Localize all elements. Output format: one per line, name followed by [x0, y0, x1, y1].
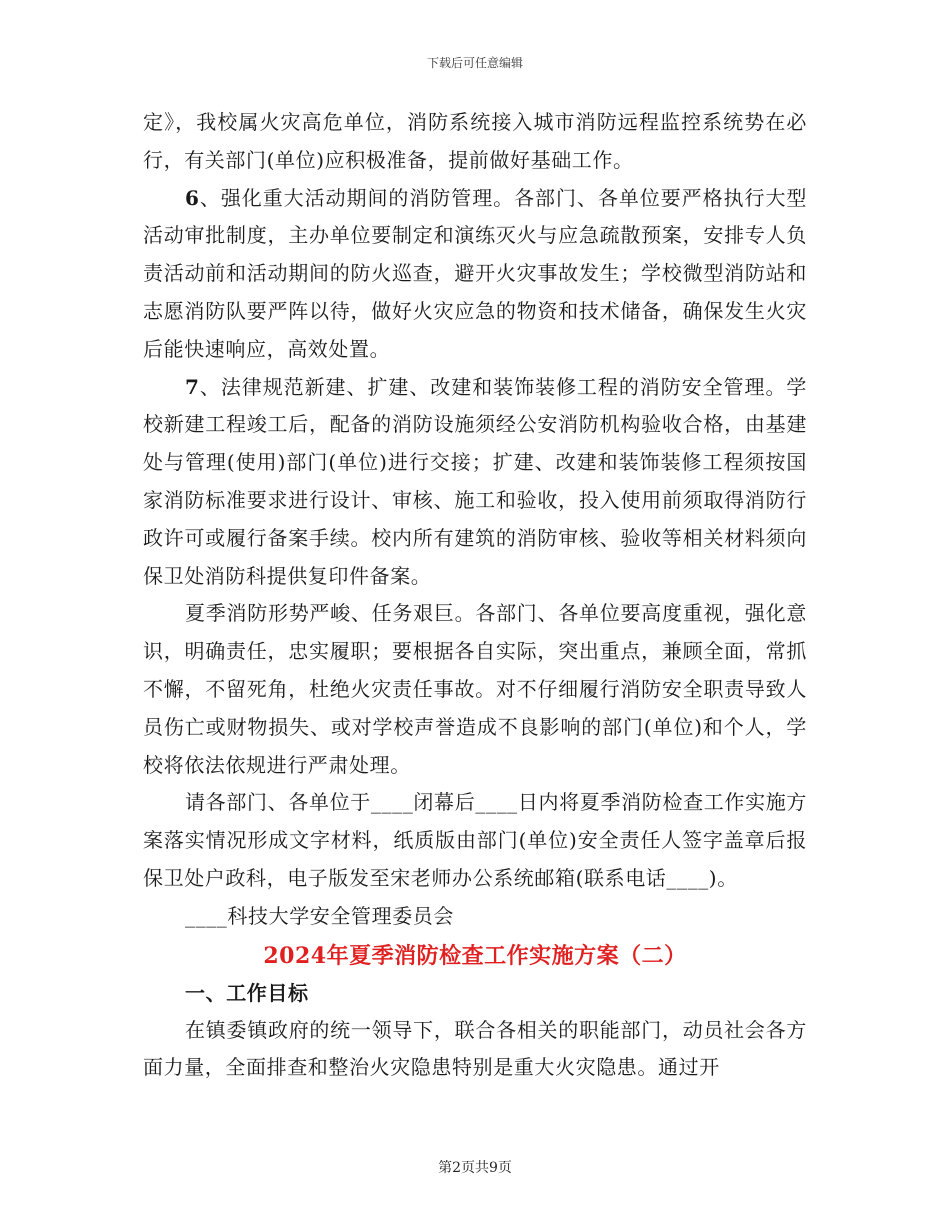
section-title: 2024年夏季消防检查工作实施方案（二）: [263, 942, 687, 969]
paragraph-item-6: [143, 180, 807, 369]
paragraph-submission: 请各部门、各单位于____闭幕后____日内将夏季消防检查工作实施方案落实情况形成文字材料，纸质版由部门(单位)安全责任人签字盖章后报保卫处户政科，电子版发至宋老师办公系统邮箱(联系电话____)。: [143, 790, 807, 890]
page-number: 第2页共9页: [438, 1160, 512, 1176]
section-heading-goals: 一、工作目标: [185, 980, 309, 1005]
item-7-text: 、法律规范新建、扩建、改建和装饰装修工程的消防安全管理。学校新建工程竣工后，配备的消防设施须经公安消防机构验收合格，由基建处与管理(使用)部门(单位)进行交接；扩建、改建和装饰装修工程须按国家消防标准要求进行设计、审核、施工和验收，投入使用前须取得消防行政许可或履行备案手续。校内所有建筑的消防审核、验收等相关材料须向保卫处消防科提供复印件备案。: [143, 374, 807, 588]
paragraph-item-7: [143, 369, 807, 596]
signature-line: ____科技大学安全管理委员会: [185, 903, 454, 928]
paragraph-summary: 夏季消防形势严峻、任务艰巨。各部门、各单位要高度重视，强化意识，明确责任，忠实履职；要根据各自实际，突出重点，兼顾全面，常抓不懈，不留死角，杜绝火灾责任事故。对不仔细履行消防安全职责导致人员伤亡或财物损失、或对学校声誉造成不良影响的部门(单位)和个人，学校将依法依规进行严肃处理。: [143, 601, 807, 777]
item-number-6: 6: [185, 185, 200, 210]
item-6-text: 、强化重大活动期间的消防管理。各部门、各单位要严格执行大型活动审批制度，主办单位要制定和演练灭火与应急疏散预案，安排专人负责活动前和活动期间的防火巡查，避开火灾事故发生；学校微型消防站和志愿消防队要严阵以待，做好火灾应急的物资和技术储备，确保发生火灾后能快速响应，高效处置。: [143, 185, 807, 361]
document-body: [143, 104, 807, 1087]
page-header-note: 下载后可任意编辑: [426, 56, 523, 70]
paragraph-goals: 在镇委镇政府的统一领导下，联合各相关的职能部门，动员社会各方面力量，全面排查和整治火灾隐患特别是重大火灾隐患。通过开: [143, 1017, 807, 1080]
item-number-7: 7: [185, 374, 200, 399]
paragraph-continuation: 定》，我校属火灾高危单位，消防系统接入城市消防远程监控系统势在必行，有关部门(单位)应积极准备，提前做好基础工作。: [143, 110, 807, 172]
